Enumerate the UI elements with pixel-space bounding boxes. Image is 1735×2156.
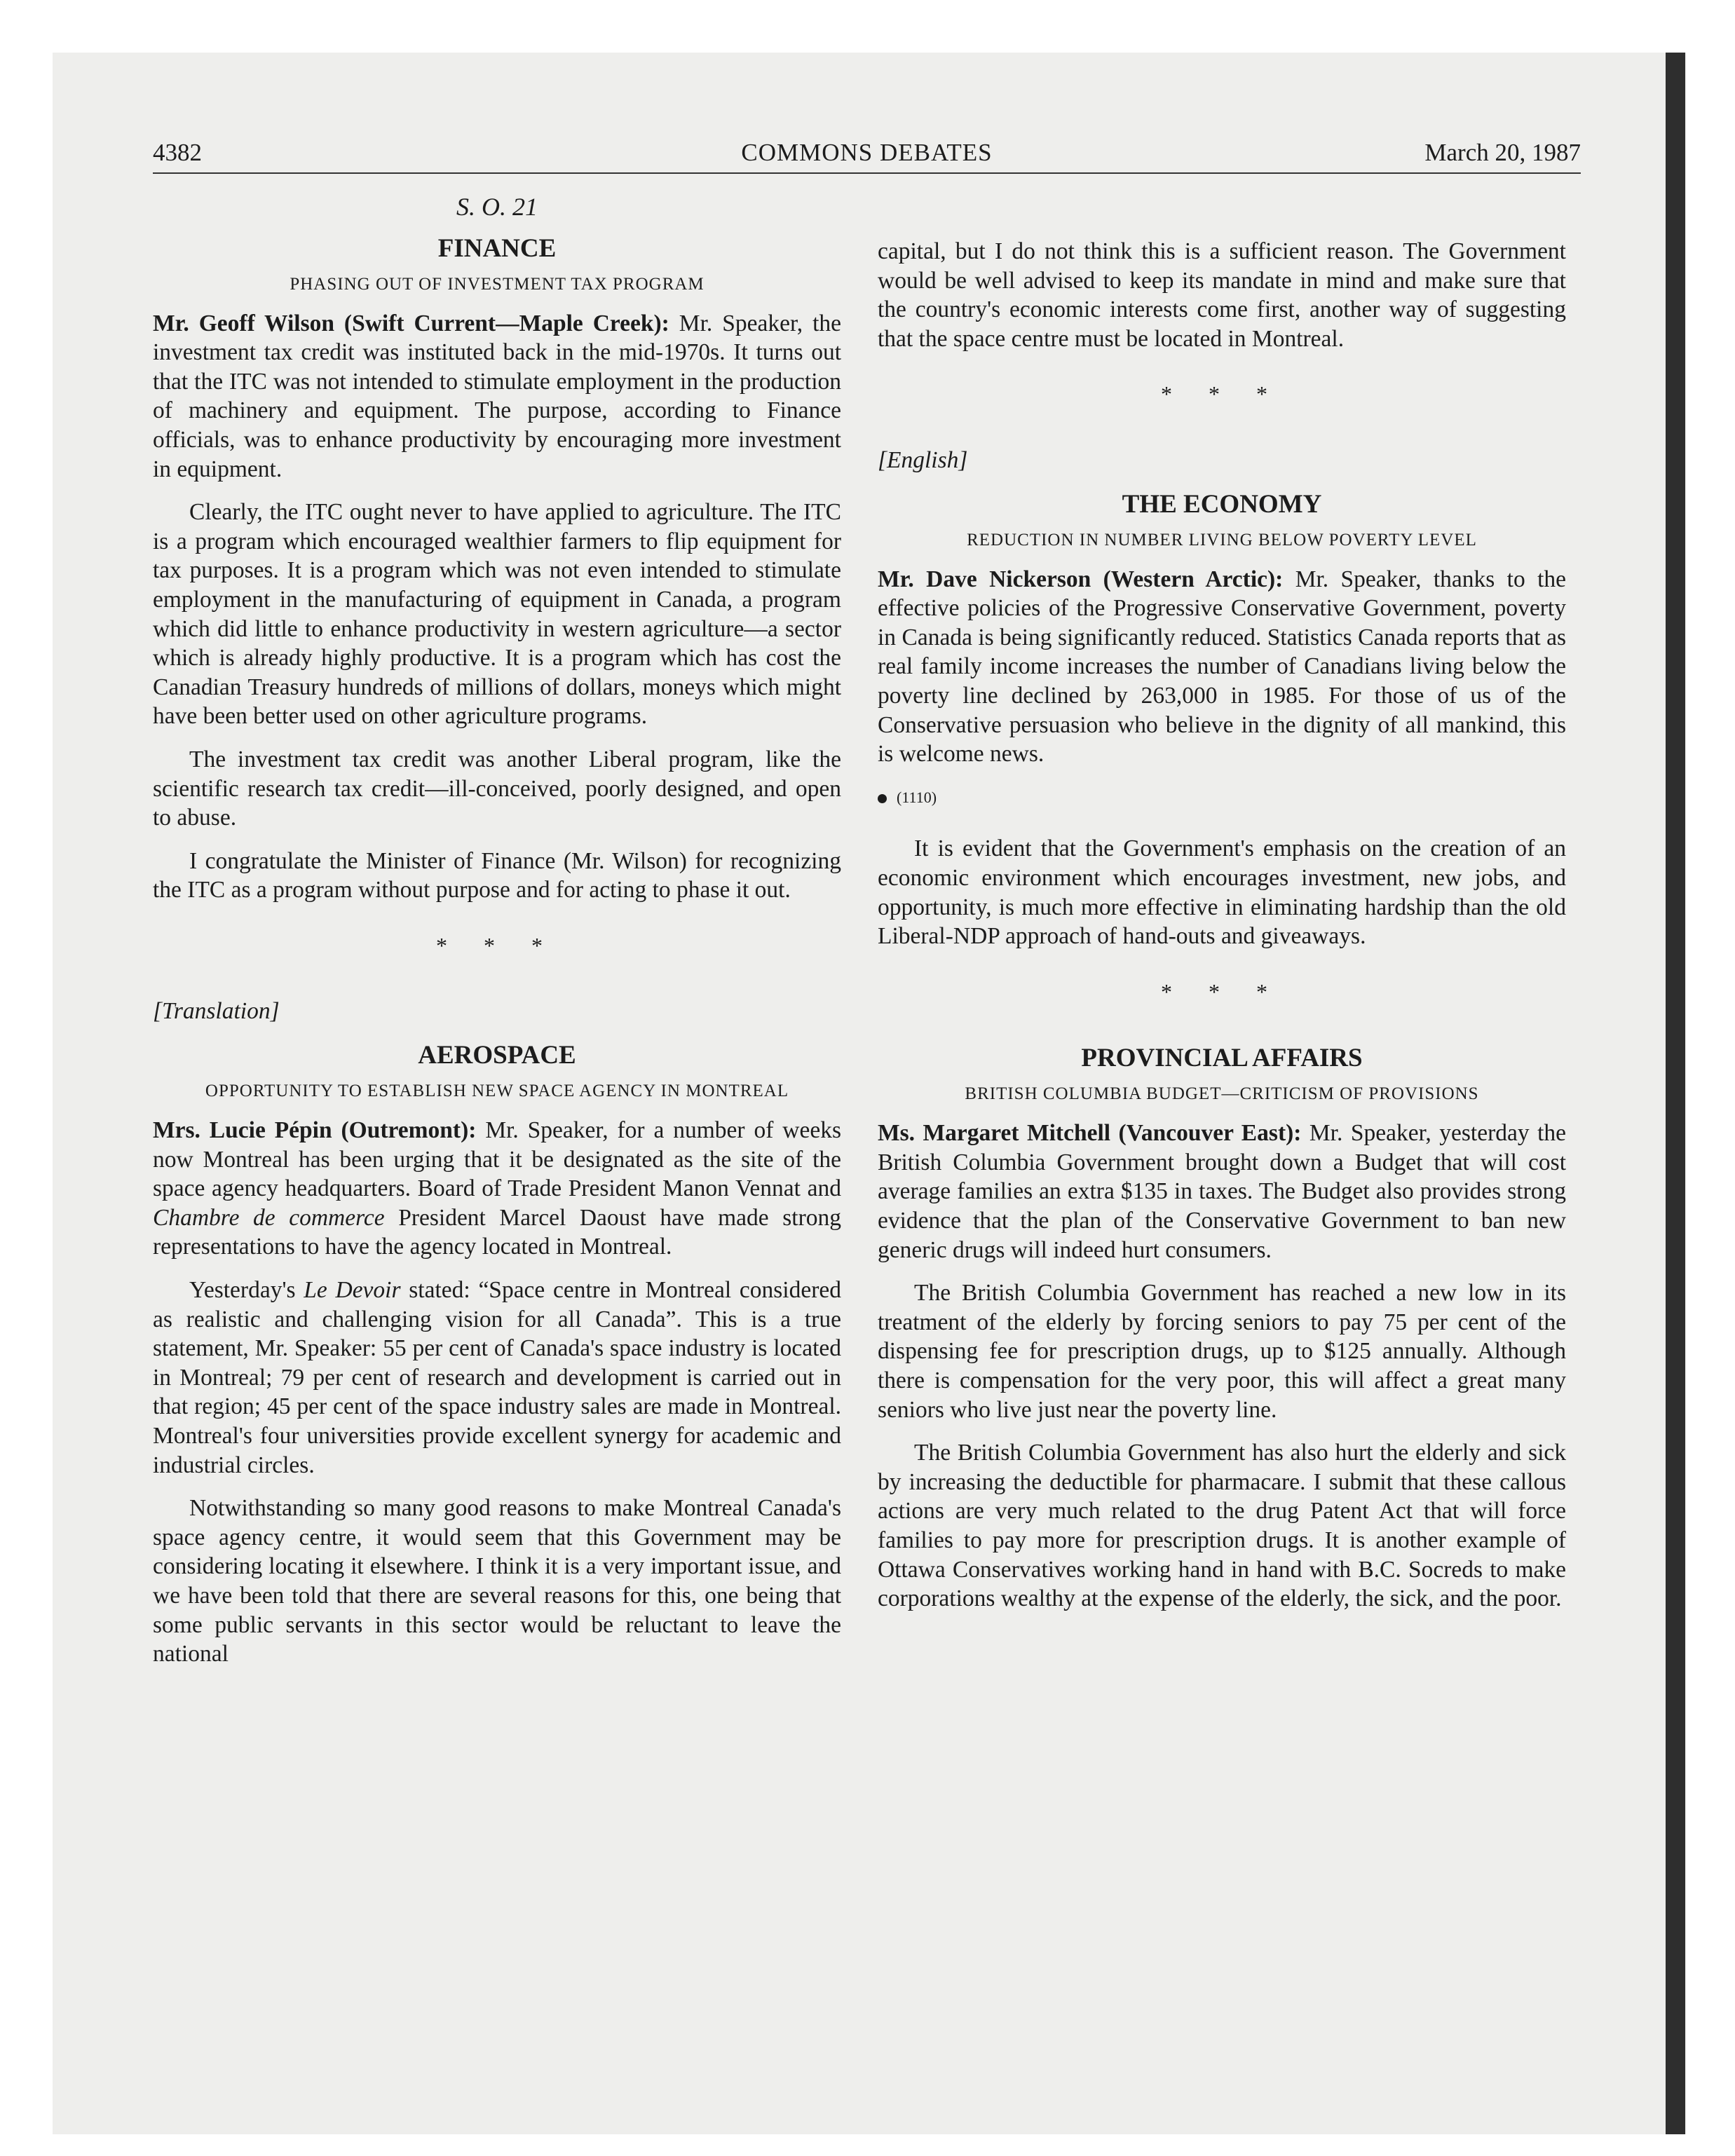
speaker-name: Mrs. Lucie Pépin (Outremont): <box>153 1117 477 1144</box>
paragraph: capital, but I do not think this is a sufficient reason. The Government would be well advised to keep its mandate in mind and make sure that the country's economic interests come first, another way of suggesting that the space centre must be located in Montreal. <box>878 238 1566 352</box>
language-tag: [English] <box>878 446 968 473</box>
paragraph: Notwithstanding so many good reasons to make Montreal Canada's space agency centre, it would seem that this Government may be considering locating it elsewhere. I think it is a very important issue, and we have been told that there are several reasons for this, one being that some public servants in this sector would be reluctant to leave the national <box>153 1495 841 1667</box>
paragraph: Mr. Geoff Wilson (Swift Current—Maple Creek): Mr. Speaker, the investment tax credit was instituted back in the mid-1970s. It turns out that the ITC was not intended to stimulate employment in the production of machinery and equipment. The purpose, according to Finance officials, was to enhance productivity by encouraging more investment in equipment. <box>153 310 842 482</box>
page-edge-shadow <box>1666 53 1685 2134</box>
section-heading-aerospace: AEROSPACE <box>418 1041 576 1070</box>
subheading-economy: REDUCTION IN NUMBER LIVING BELOW POVERTY LEVEL <box>967 530 1477 550</box>
section-heading-economy: THE ECONOMY <box>1122 489 1322 519</box>
section-separator: * * * <box>1161 978 1283 1004</box>
time-marker: (1110) <box>878 783 1566 812</box>
paragraph: The investment tax credit was another Liberal program, like the scientific research tax credit—ill-conceived, poorly designed, and open to abuse. <box>153 746 841 831</box>
speaker-name: Mr. Dave Nickerson (Western Arctic): <box>878 566 1284 592</box>
subheading-aerospace: OPPORTUNITY TO ESTABLISH NEW SPACE AGENCY IN MONTREAL <box>205 1082 789 1101</box>
bullet-icon <box>878 794 887 803</box>
subheading-provincial: BRITISH COLUMBIA BUDGET—CRITICISM OF PROVISIONS <box>965 1084 1479 1104</box>
subheading-finance: PHASING OUT OF INVESTMENT TAX PROGRAM <box>290 274 705 294</box>
paragraph: Clearly, the ITC ought never to have applied to agriculture. The ITC is a program which encouraged wealthier farmers to flip equipment for tax purposes. It is a program which was not even intended to stimulate employment in the manufacturing of equipment in Canada, a program which did little to enhance productivity in western agriculture—a sector which is already highly productive. It is a program which has cost the Canadian Treasury hundreds of millions of dollars, moneys which might have been better used on other agriculture programs. <box>153 499 841 730</box>
left-column <box>153 193 841 1683</box>
paragraph: Yesterday's Le Devoir stated: “Space centre in Montreal considered as realistic and challenging vision for all Canada”. This is a true statement, Mr. Speaker: 55 per cent of Canada's space industry is located in Montreal; 79 per cent of research and development is carried out in that region; 45 per cent of the space industry sales are made in Montreal. Montreal's four universities provide excellent synergy for academic and industrial circles. <box>153 1277 842 1478</box>
paragraph: Mrs. Lucie Pépin (Outremont): Mr. Speaker, for a number of weeks now Montreal has been urging that it be designated as the site of the space agency headquarters. Board of Trade President Manon Vennat and Chambre de commerce President Marcel Daoust have made strong representations to have the agency located in Montreal. <box>153 1117 841 1260</box>
page-number: 4382 <box>153 139 202 166</box>
section-separator: * * * <box>436 932 558 958</box>
language-tag: [Translation] <box>153 998 280 1025</box>
page-date: March 20, 1987 <box>1424 139 1581 166</box>
speaker-name: Ms. Margaret Mitchell (Vancouver East): <box>878 1120 1302 1147</box>
paragraph: I congratulate the Minister of Finance (Mr. Wilson) for recognizing the ITC as a program without purpose and for acting to phase it out. <box>153 847 841 903</box>
publication-title: COMMONS DEBATES <box>741 139 993 166</box>
paragraph: Mr. Dave Nickerson (Western Arctic): Mr. Speaker, thanks to the effective policies of the Progressive Conservative Government, poverty in Canada is being significantly reduced. Statistics Canada reports that as real family income increases the number of Canadians living below the poverty line declined by 263,000 in 1985. For those of us of the Conservative persuasion who believe in the dignity of all mankind, this is welcome news. <box>878 566 1567 767</box>
page-header <box>153 139 1581 174</box>
section-separator: * * * <box>1161 381 1283 407</box>
paragraph: Ms. Margaret Mitchell (Vancouver East): Mr. Speaker, yesterday the British Columbia Government brought down a Budget that will cost average families an extra $135 in taxes. The Budget also provides strong evidence that the plan of the Conservative Government to ban new generic drugs will indeed hurt consumers. <box>878 1120 1566 1263</box>
right-column <box>878 237 1566 1628</box>
paragraph: The British Columbia Government has also hurt the elderly and sick by increasing the deductible for pharmacare. I submit that these callous actions are very much related to the drug Patent Act that will force families to pay more for prescription drugs. It is another example of Ottawa Conservatives working hand in hand with B.C. Socreds to make corporations wealthy at the expense of the elderly, the sick, and the poor. <box>878 1440 1566 1612</box>
paragraph: It is evident that the Government's emphasis on the creation of an economic environment which encourages investment, new jobs, and opportunity, is much more effective in eliminating hardship than the old Liberal-NDP approach of hand-outs and giveaways. <box>878 835 1566 950</box>
section-heading-finance: FINANCE <box>437 233 557 263</box>
paragraph: The British Columbia Government has reached a new low in its treatment of the elderly by forcing seniors to pay 75 per cent of the dispensing fee for prescription drugs, up to $125 annually. Although there is compensation for the very poor, this will affect a great many seniors who live just near the poverty line. <box>878 1280 1566 1423</box>
section-heading-provincial: PROVINCIAL AFFAIRS <box>1081 1044 1363 1073</box>
standing-order-label: S. O. 21 <box>456 193 538 221</box>
speaker-name: Mr. Geoff Wilson (Swift Current—Maple Creek): <box>153 310 669 336</box>
